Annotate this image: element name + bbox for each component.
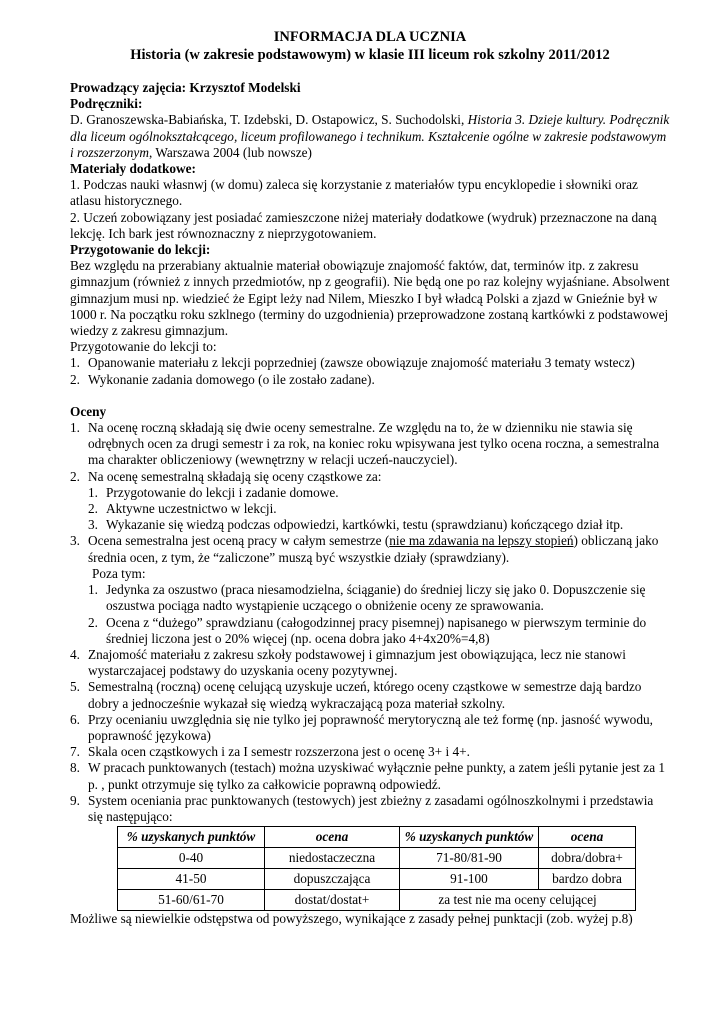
underlined-phrase: nie ma zdawania na lepszy stopień [389, 533, 574, 549]
grades-item-5: 5. Semestralną (roczną) ocenę celującą uzyskuje uczeń, którego oceny cząstkowe w semestrze dają bardzo dobry a jednocześnie wykazał się wiedzą wykraczającą poza materiał szkolny. [70, 679, 642, 711]
books-title: Historia 3. Dzieje kultury. Podręcznik dla liceum ogólnokształcącego, liceum profilowanego i technikum. Kształcenie ogólne w zakresie podstawowym i rozszerzonym [70, 112, 670, 160]
table-row [118, 848, 636, 869]
document-subtitle: Historia (w zakresie podstawowym) w klasie III liceum rok szkolny 2011/2012 [130, 47, 610, 63]
footer-note: Możliwe są niewielkie odstępstwa od powyższego, wynikające z zasady pełnej punktacji (zob. wyżej p.8) [70, 911, 633, 927]
table-header: ocena [539, 827, 636, 848]
document-page [70, 28, 670, 927]
materials-item-1: 1. Podczas nauki własnwj (w domu) zaleca się korzystanie z materiałów typu encyklopedie i słowniki oraz atlasu historycznego. [70, 177, 638, 209]
grades-item-2-sub-2: 2. Aktywne uczestnictwo w lekcji. [88, 501, 277, 517]
grades-item-6: 6. Przy ocenianiu uwzględnia się nie tylko jej poprawność merytoryczną ale też formę (np. jasność wywodu, poprawność językowa) [70, 711, 653, 743]
table-cell: niedostaczeczna [265, 848, 400, 869]
table-cell: 51-60/61-70 [118, 890, 265, 911]
table-cell: 0-40 [118, 848, 265, 869]
grades-item-2-sub-3: 3. Wykazanie się wiedzą podczas odpowiedzi, kartkówki, testu (sprawdzianu) kończącego dział itp. [88, 517, 624, 533]
grades-item-7: 7. Skala ocen cząstkowych i za I semestr rozszerzona jest o ocenę 3+ i 4+. [70, 744, 470, 760]
grades-item-3-sub-1: 1. Jedynka za oszustwo (praca niesamodzielna, ściąganie) do średniej liczy się jako 0. Dopuszczenie się oszustwa pociąga nadto wystąpienie uczącego o obniżenie oceny ze sprawowania. [88, 582, 646, 614]
table-header: % uzyskanych punktów [400, 827, 539, 848]
grades-item-3-poza: Poza tym: [92, 565, 146, 581]
table-cell: dobra/dobra+ [539, 848, 636, 869]
grades-item-2-sub-1: 1. Przygotowanie do lekcji i zadanie domowe. [88, 484, 339, 500]
books-tail: , Warszawa 2004 (lub nowsze) [148, 144, 312, 160]
grades-item-4: 4. Znajomość materiału z zakresu szkoły podstawowej i gimnazjum jest obowiązująca, lecz nie stanowi wystarczajacej podstawy do uzyskania oceny pozytywnej. [70, 646, 626, 679]
table-cell: za test nie ma oceny celującej [400, 890, 636, 911]
table-cell: 71-80/81-90 [400, 848, 539, 869]
table-row [118, 869, 636, 890]
prep-item-1: 1. Opanowanie materiału z lekcji poprzedniej (zawsze obowiązuje znajomość materiału 3 tematy wstecz) [70, 355, 635, 371]
prep-paragraph: Bez względu na przerabiany aktualnie materiał obowiązuje znajomość faktów, dat, terminów itp. z zakresu gimnazjum (również z innych przedmiotów, np z geografii). Nie będą one po raz kolejny wyjaśniane. Absolwent gimnazjum musi np. wiedzieć że Egipt leży nad Nilem, Mieszko I był władcą Polski a zjazd w Gnieźnie był w 1000 r. Na początku roku szklnego (terminy do uzgodnienia) przeprowadzone zostaną kartkówki z podstawowej wiedzy z zakresu gimnazjum. [70, 258, 670, 339]
table-header: % uzyskanych punktów [118, 827, 265, 848]
prep-item-2: 2. Wykonanie zadania domowego (o ile zostało zadane). [70, 371, 375, 387]
table-header: ocena [265, 827, 400, 848]
materials-item-2: 2. Uczeń zobowiązany jest posiadać zamieszczone niżej materiały dodatkowe (wydruk) przeznaczone na daną lekcję. Ich bark jest równoznaczny z nieprzygotowaniem. [70, 209, 657, 241]
prep-intro: Przygotowanie do lekcji to: [70, 339, 217, 355]
prep-heading: Przygotowanie do lekcji: [70, 242, 211, 258]
table-cell: 91-100 [400, 869, 539, 890]
document-title: INFORMACJA DLA UCZNIA [273, 29, 467, 45]
grades-item-3-sub-2: 2. Ocena z “dużego” sprawdzianu (całogodzinnej pracy pisemnej) napisanego w pierwszym terminie do średniej liczona jest o 20% więcej (np. ocena dobra jako 4+4x20%=4,8) [88, 614, 647, 646]
grades-item-9: 9. System oceniania prac punktowanych (testowych) jest zbieżny z zasadami ogólnoszkolnymi i przedstawia się następująco: [70, 792, 654, 824]
grades-item-8: 8. W pracach punktowanych (testach) można uzyskiwać wyłącznie pełne punkty, a zatem jeśli pytanie jest za 1 p. , punkt otrzymuje się tylko za całkowicie poprawną odpowiedź. [70, 760, 666, 792]
table-row [118, 890, 636, 911]
grades-heading: Oceny [70, 403, 107, 419]
table-header-row [118, 827, 636, 848]
grading-table [117, 826, 636, 911]
teacher-line: Prowadzący zajęcia: Krzysztof Modelski [70, 80, 301, 95]
books-authors: D. Granoszewska-Babiańska, T. Izdebski, D. Ostapowicz, S. Suchodolski, [70, 112, 468, 128]
books-heading: Podręczniki: [70, 96, 143, 112]
table-cell: dopuszczająca [265, 869, 400, 890]
table-cell: 41-50 [118, 869, 265, 890]
grades-item-1: 1. Na ocenę roczną składają się dwie oceny semestralne. Ze względu na to, że w dzienniku nie stawia się odrębnych ocen za drugi semestr i za rok, na koniec roku wpisywana jest tylko ocena roczna, a semestralna ma charakter obliczeniowy (wewnętrzny w relacji uczeń-nauczyciel). [70, 420, 660, 468]
grades-item-2: 2. Na ocenę semestralną składają się oceny cząstkowe za: [70, 468, 382, 484]
grades-item-3: 3. Ocena semestralna jest oceną pracy w całym semestrze (nie ma zdawania na lepszy stopień) obliczaną jako średnia ocen, z tym, że “zaliczone” muszą być wszystkie działy (sprawdziany). [70, 533, 659, 565]
table-cell: bardzo dobra [539, 869, 636, 890]
table-cell: dostat/dostat+ [265, 890, 400, 911]
materials-heading: Materiały dodatkowe: [70, 161, 196, 177]
books-text [70, 112, 670, 161]
